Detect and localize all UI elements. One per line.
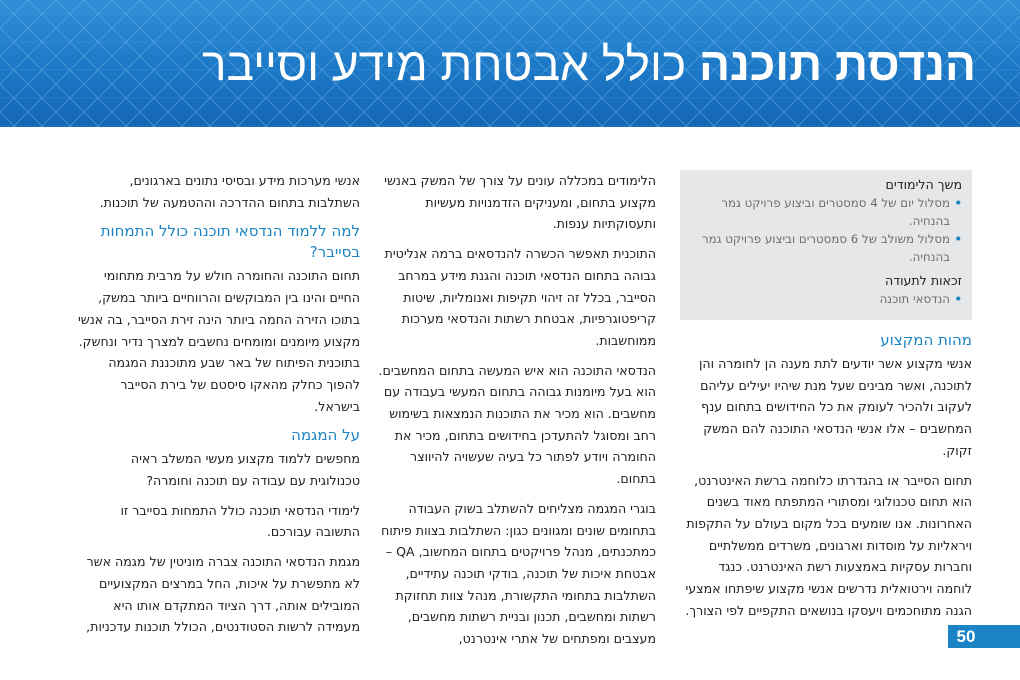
paragraph: מחפשים ללמוד מקצוע מעשי המשלב ראיה טכנולוגית עם עבודה עם תוכנה וחומרה? — [130, 451, 360, 489]
paragraph: בוגרי המגמה מצליחים להשתלב בשוק העבודה בתחומים שונים ומגוונים כגון: השתלבות בצוות פיתוח כמתכנתים, מנהל פרויקטים בתחום המחשוב, QA – אבטחת איכות של תוכנה, בודקי תוכנה עתידיים, השתלבות בתחומי התקשורת, מנהל צוות תחזוקת רשתות ומחשבים, תכנון ובניית רשתות מחשבים, מעצבים ומפתחים של אתרי אינטרנט, — [381, 500, 656, 647]
column-left — [78, 170, 360, 646]
bullet-icon: • — [954, 196, 962, 210]
column-middle — [374, 170, 656, 658]
list-item: • מסלול משולב של 6 סמסטרים וביצוע פרויקט גמר בהנחיה. — [701, 232, 962, 264]
section-heading: מהות המקצוע — [880, 331, 972, 349]
page-number-tab — [948, 625, 1020, 648]
duration-list — [690, 194, 962, 266]
duration-label: משך הלימודים — [885, 177, 962, 192]
paragraph: אנשי מערכות מידע ובסיסי נתונים בארגונים, השתלבות בתחום ההדרכה וההטמעה של תוכנות. — [99, 173, 360, 210]
section-heading: למה ללמוד הנדסאי תוכנה כולל התמחות בסייבר? — [100, 222, 360, 262]
paragraph: הנדסאי התוכנה הוא איש המעשה בתחום המחשבים. הוא בעל מיומנות גבוהה בתחום המעשי בעבודה עם מחשבים. הוא מכיר את התוכנות הנמצאות בשימוש רחב ומסוגל להתעדכן בחידושים בתחום, מכיר את החומרה ויודע לפתור כל בעיה שעשויה להיווצר בתחום. — [378, 362, 656, 487]
cert-list — [690, 290, 962, 308]
list-item: • הנדסאי תוכנה — [879, 292, 962, 306]
bullet-icon: • — [954, 292, 962, 306]
list-item: • מסלול יום של 4 סמסטרים וביצוע פרויקט גמר בהנחיה. — [721, 196, 962, 228]
section-heading: על המגמה — [291, 426, 360, 445]
paragraph: תחום התוכנה והחומרה חולש על מרבית מתחומי החיים והינו בין המבוקשים והרווחיים ביותר במשק, בתוכו הזירה החמה ביותר הינה זירת הסייבר, בה אנשי מקצוע מיומנים ומומחים נחשבים למצרך נדיר ונחשק. בתוכנית הפיתוח של באר שבע מתוכננת המגמה להפוך כחלק מהאקו סיסטם של בירת הסייבר בישראל. — [77, 268, 360, 414]
bullet-icon: • — [954, 232, 962, 246]
paragraph: לימודי הנדסאי תוכנה כולל התמחות בסייבר זו התשובה עבורכם. — [120, 502, 360, 540]
page-title — [202, 38, 976, 90]
info-box — [680, 170, 972, 320]
title-regular: כולל אבטחת מידע וסייבר — [201, 38, 687, 90]
paragraph: אנשי מקצוע אשר יודעים לתת מענה הן לחומרה והן לתוכנה, ואשר מבינים שעל מנת שיהיו יעילים עליהם לעקוב ולהכיר לעומק את כל החידושים בתחום ענף המחשבים – אלו אנשי הנדסאי התוכנה להם המשק זקוק. — [698, 356, 972, 458]
page-number: 50 — [956, 627, 976, 646]
paragraph: תחום הסייבר או בהגדרתו כלוחמה ברשת האינטרנט, הוא תחום טכנולוגי ומסתורי המתפתח מאוד בשנים האחרונות. אנו שומעים בכל מקום בעולם על התקפות ויראליות על מוסדות וארגונים, משרדים ממשלתיים וחברות עסקיות באמצעות רשת האינטרנט. כנגד לוחמה וירטואלית נדרשים אנשי מקצוע שיפתחו אמצעי הגנה מתוחכמים ויעסקו בנושאים התקפיים לפי הצורך. — [685, 472, 972, 618]
paragraph: התוכנית תאפשר הכשרה להנדסאים ברמה אנליטית גבוהה בתחום הנדסאי תוכנה והגנת מידע במרחב הסייבר, בכלל זה זיהוי תקיפות ואנומליות, שיטות קריפטוגרפיות, אבטחת רשתות והנדסאי מערכות ממוחשבות. — [384, 246, 656, 348]
paragraph: מגמת הנדסאי התוכנה צברה מוניטין של מגמה אשר לא מתפשרת על איכות, החל במרצים המקצועיים המובילים אותה, דרך הציוד המתקדם אותו היא מעמידה לרשות הסטודנטים, הכולל תוכנות עדכניות, — [86, 554, 360, 635]
header-banner — [0, 0, 1020, 127]
title-bold: הנדסת תוכנה — [698, 38, 976, 90]
cert-label: זכאות לתעודה — [884, 273, 962, 288]
column-right — [680, 170, 972, 629]
paragraph: הלימודים במכללה עונים על צורך של המשק באנשי מקצוע בתחום, ומעניקים הזדמנויות מעשיות ותעסוקתיות ענפות. — [384, 173, 656, 232]
